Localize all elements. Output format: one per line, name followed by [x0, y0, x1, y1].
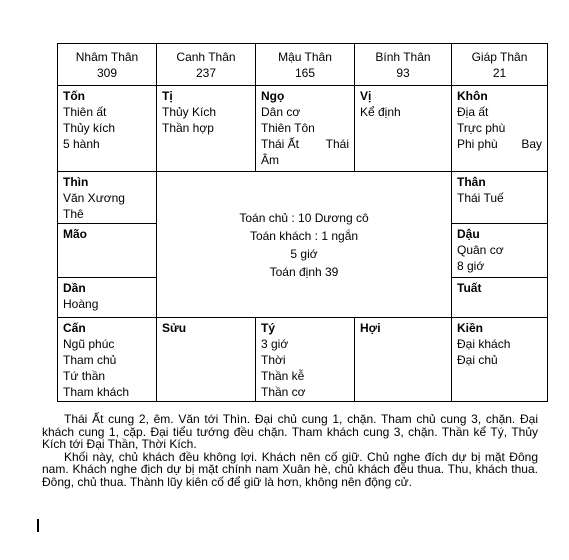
cell-line: Hoàng — [63, 297, 99, 311]
header-number: 21 — [492, 66, 507, 80]
cell-line: Dân cơ — [261, 105, 301, 119]
cell-line: 8 giớ — [457, 259, 485, 273]
center-summary — [156, 171, 452, 318]
cell-suu — [156, 317, 256, 402]
header-name: Bính Thân — [375, 50, 431, 64]
cell-line — [261, 136, 349, 152]
cell-line: Văn Xương — [63, 191, 125, 205]
cell-thin — [57, 171, 157, 224]
cell-title: Dần — [63, 281, 86, 295]
header-number: 165 — [294, 66, 316, 80]
header-cell — [255, 43, 355, 86]
cell-hoi — [354, 317, 452, 402]
header-number: 309 — [96, 66, 118, 80]
cell-title: Tị — [162, 89, 173, 103]
cell-word: Bay — [521, 137, 542, 151]
divination-grid — [57, 43, 548, 402]
cell-title: Mão — [63, 227, 87, 241]
cell-title: Sửu — [162, 321, 187, 335]
cell-title: Thìn — [63, 175, 89, 189]
center-line: Toán khách : 1 ngắn — [249, 228, 359, 243]
cell-line: Thê — [63, 207, 84, 221]
header-number: 93 — [396, 66, 410, 80]
paragraph[interactable]: Khối này, chủ khách đều không lợi. Khách nên cố giữ. Chủ nghe đích dự bị mặt Đông nam. Khách nghe địch dự bị mặt chính nam Xuân hè, chủ khách đều thua. Thu, khách thua. Đông, chủ thua. Thành lũy kiên cố để giữ là hơn, không nên động cử. — [42, 449, 538, 489]
cell-title: Vị — [360, 89, 372, 103]
cell-title: Dậu — [457, 227, 480, 241]
paragraph[interactable]: Thái Ất cung 2, êm. Văn tới Thìn. Đại chủ cung 1, chặn. Tham chủ cung 3, chặn. Đại khách cung 1, cặp. Đại tiểu tướng đều chặn. Tham khách cung 3, chặn. Thần kể Tý, Thủy Kích tới Đại Thần, Thời Kích. — [42, 412, 538, 451]
center-line: 5 giớ — [290, 246, 318, 261]
cell-line: Thời — [261, 353, 286, 367]
cell-line: Thần cơ — [261, 385, 306, 399]
cell-tuat — [451, 277, 548, 318]
cell-line: Âm — [261, 153, 279, 167]
cell-ton — [57, 85, 157, 172]
cell-title: Hợi — [360, 321, 381, 335]
cell-title: Kiền — [457, 321, 484, 335]
cell-line: Thiên ất — [63, 105, 107, 119]
header-cell — [451, 43, 548, 86]
header-cell — [156, 43, 256, 86]
body-text[interactable] — [42, 413, 538, 488]
cell-line: Thủy Kích — [162, 105, 217, 119]
text-cursor — [37, 519, 39, 532]
cell-dau — [451, 223, 548, 278]
cell-line: Thần hợp — [162, 121, 214, 135]
cell-can — [57, 317, 157, 402]
cell-line: Ngũ phúc — [63, 337, 115, 351]
cell-ty — [255, 317, 355, 402]
header-number: 237 — [195, 66, 217, 80]
cell-title: Tốn — [63, 89, 85, 103]
center-line: Toán chủ : 10 Dương cô — [239, 210, 369, 225]
cell-word: Phi phù — [457, 137, 498, 151]
cell-mao — [57, 223, 157, 278]
cell-title: Tuất — [457, 281, 482, 295]
cell-line: Đại khách — [457, 337, 511, 351]
cell-line: Trực phù — [457, 121, 506, 135]
cell-ngo — [255, 85, 355, 172]
cell-line: 3 giớ — [261, 337, 289, 351]
cell-line: Quân cơ — [457, 243, 504, 257]
cell-line: Thiên Tôn — [261, 121, 315, 135]
cell-word: Thái Ất — [261, 137, 300, 151]
cell-line: Tham chủ — [63, 353, 117, 367]
header-name: Nhâm Thân — [75, 50, 139, 64]
cell-title: Cấn — [63, 321, 86, 335]
cell-line: Kể định — [360, 105, 401, 119]
center-line: Toán định 39 — [269, 264, 339, 279]
header-name: Giáp Thân — [471, 50, 528, 64]
cell-line: 5 hành — [63, 137, 100, 151]
cell-title: Tý — [261, 321, 276, 335]
header-name: Canh Thân — [176, 50, 236, 64]
cell-khon — [451, 85, 548, 172]
cell-line: Đại chủ — [457, 353, 498, 367]
cell-line: Tứ thần — [63, 369, 106, 383]
cell-line — [457, 136, 542, 152]
cell-line: Tham khách — [63, 385, 130, 399]
cell-line: Thái Tuế — [457, 191, 504, 205]
cell-dan — [57, 277, 157, 318]
cell-title: Thân — [457, 175, 486, 189]
header-cell — [57, 43, 157, 86]
cell-than — [451, 171, 548, 224]
header-name: Mậu Thân — [278, 50, 332, 64]
cell-line: Thủy kích — [63, 121, 116, 135]
cell-line: Địa ất — [457, 105, 489, 119]
cell-word: Thái — [325, 137, 349, 151]
cell-line: Thần kễ — [261, 369, 305, 383]
header-cell — [354, 43, 452, 86]
cell-title: Khôn — [457, 89, 488, 103]
cell-title: Ngọ — [261, 89, 285, 103]
cell-vi — [354, 85, 452, 172]
cell-ti — [156, 85, 256, 172]
cell-kien — [451, 317, 548, 402]
